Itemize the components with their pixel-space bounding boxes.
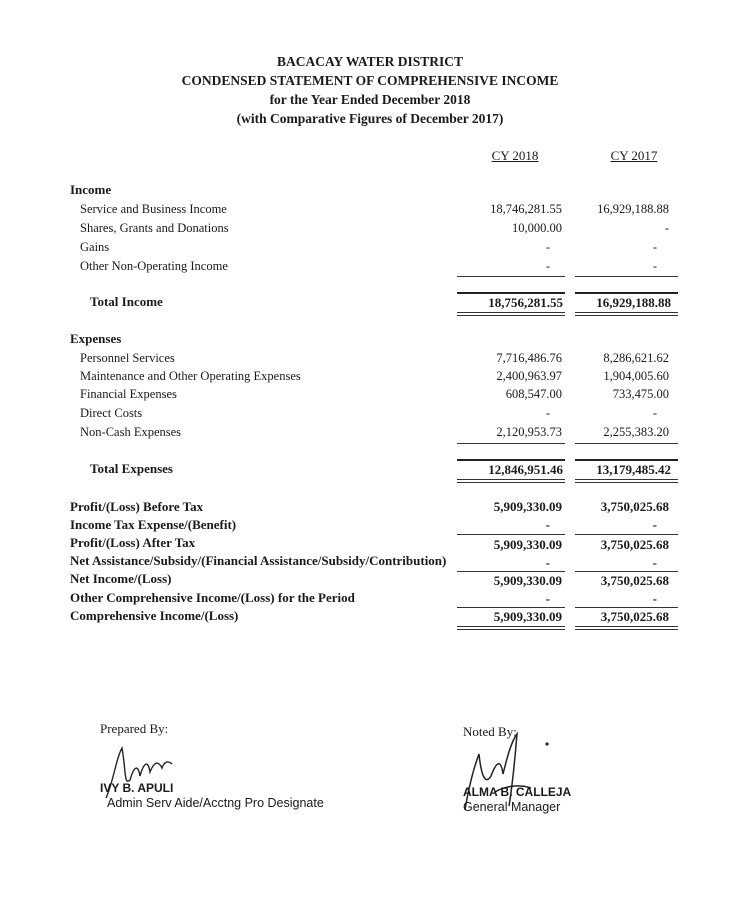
expense-row-py: 1,904,005.60 (603, 369, 669, 383)
rule (575, 459, 678, 461)
org-name: BACACAY WATER DISTRICT (276, 54, 464, 69)
expense-row-py: 8,286,621.62 (603, 351, 669, 365)
rule (575, 276, 678, 277)
summary-py: 3,750,025.68 (600, 499, 669, 514)
rule (457, 312, 565, 316)
rule (575, 443, 678, 444)
income-row-py: - (652, 259, 657, 273)
rule (457, 534, 565, 535)
income-row-label: Gains (80, 240, 110, 254)
column-header-py: CY 2017 (610, 148, 658, 163)
summary-label: Net Assistance/Subsidy/(Financial Assistance/Subsidy/Contribution) (70, 553, 447, 568)
prepared-by-label: Prepared By: (100, 721, 169, 736)
expense-row-label: Direct Costs (80, 406, 143, 420)
rule (575, 479, 678, 483)
expense-row-cy: 2,400,963.97 (496, 369, 562, 383)
rule (457, 626, 565, 630)
rule (575, 626, 678, 630)
summary-label: Other Comprehensive Income/(Loss) for the Period (70, 590, 355, 605)
expense-row-label: Maintenance and Other Operating Expenses (80, 369, 301, 383)
summary-cy: - (545, 517, 550, 532)
expense-row-cy: 608,547.00 (505, 387, 562, 401)
prepared-name: IVY B. APULI (100, 781, 174, 795)
expense-row-cy: 2,120,953.73 (496, 425, 562, 439)
total-income-label: Total Income (90, 294, 163, 309)
rule (575, 312, 678, 316)
rule (575, 534, 678, 535)
statement-title: CONDENSED STATEMENT OF COMPREHENSIVE INCOME (181, 73, 559, 88)
summary-label: Net Income/(Loss) (70, 571, 172, 586)
summary-py: - (652, 591, 657, 606)
income-row-py: - (664, 221, 669, 235)
summary-py: - (652, 555, 657, 570)
summary-py: - (652, 517, 657, 532)
rule (457, 459, 565, 461)
summary-cy: 5,909,330.09 (493, 537, 562, 552)
summary-cy: 5,909,330.09 (493, 573, 562, 588)
rule (575, 292, 678, 294)
noted-name: ALMA B. CALLEJA (463, 785, 572, 799)
total-expenses-cy: 12,846,951.46 (488, 462, 563, 477)
expenses-heading: Expenses (70, 331, 122, 346)
income-row-cy: 18,746,281.55 (490, 202, 562, 216)
expense-row-py: - (652, 406, 657, 420)
summary-cy: - (545, 555, 550, 570)
expense-row-label: Financial Expenses (80, 387, 177, 401)
rule (457, 571, 565, 572)
summary-label: Comprehensive Income/(Loss) (70, 608, 239, 623)
summary-py: 3,750,025.68 (600, 537, 669, 552)
income-heading: Income (70, 182, 112, 197)
income-row-cy: 10,000.00 (512, 221, 562, 235)
statement-period: for the Year Ended December 2018 (269, 92, 471, 107)
summary-label: Income Tax Expense/(Benefit) (70, 517, 237, 532)
rule (457, 479, 565, 483)
summary-label: Profit/(Loss) After Tax (70, 535, 196, 550)
summary-cy: 5,909,330.09 (493, 499, 562, 514)
summary-py: 3,750,025.68 (600, 609, 669, 624)
summary-cy: 5,909,330.09 (493, 609, 562, 624)
income-row-label: Shares, Grants and Donations (80, 221, 229, 235)
noted-title: General Manager (463, 800, 561, 814)
rule (457, 276, 565, 277)
total-expenses-py: 13,179,485.42 (596, 462, 671, 477)
column-header-cy: CY 2018 (491, 148, 539, 163)
income-row-cy: - (545, 240, 550, 254)
summary-cy: - (545, 591, 550, 606)
expense-row-py: 733,475.00 (612, 387, 669, 401)
statement-comparative: (with Comparative Figures of December 2017) (236, 111, 504, 126)
income-row-py: 16,929,188.88 (597, 202, 669, 216)
expense-row-label: Personnel Services (80, 351, 175, 365)
rule (575, 607, 678, 608)
rule (457, 443, 565, 444)
expense-row-py: 2,255,383.20 (603, 425, 669, 439)
prepared-title: Admin Serv Aide/Acctng Pro Designate (107, 796, 324, 810)
noted-by-label: Noted By: (463, 724, 517, 739)
expense-row-cy: - (545, 406, 550, 420)
rule (575, 571, 678, 572)
income-row-cy: - (545, 259, 550, 273)
expense-row-cy: 7,716,486.76 (496, 351, 562, 365)
total-income-py: 16,929,188.88 (596, 295, 671, 310)
summary-label: Profit/(Loss) Before Tax (70, 499, 204, 514)
income-row-py: - (652, 240, 657, 254)
income-row-label: Service and Business Income (80, 202, 227, 216)
rule (457, 292, 565, 294)
summary-py: 3,750,025.68 (600, 573, 669, 588)
expense-row-label: Non-Cash Expenses (80, 425, 182, 439)
income-row-label: Other Non-Operating Income (80, 259, 228, 273)
total-income-cy: 18,756,281.55 (488, 295, 563, 310)
rule (457, 607, 565, 608)
total-expenses-label: Total Expenses (90, 461, 173, 476)
